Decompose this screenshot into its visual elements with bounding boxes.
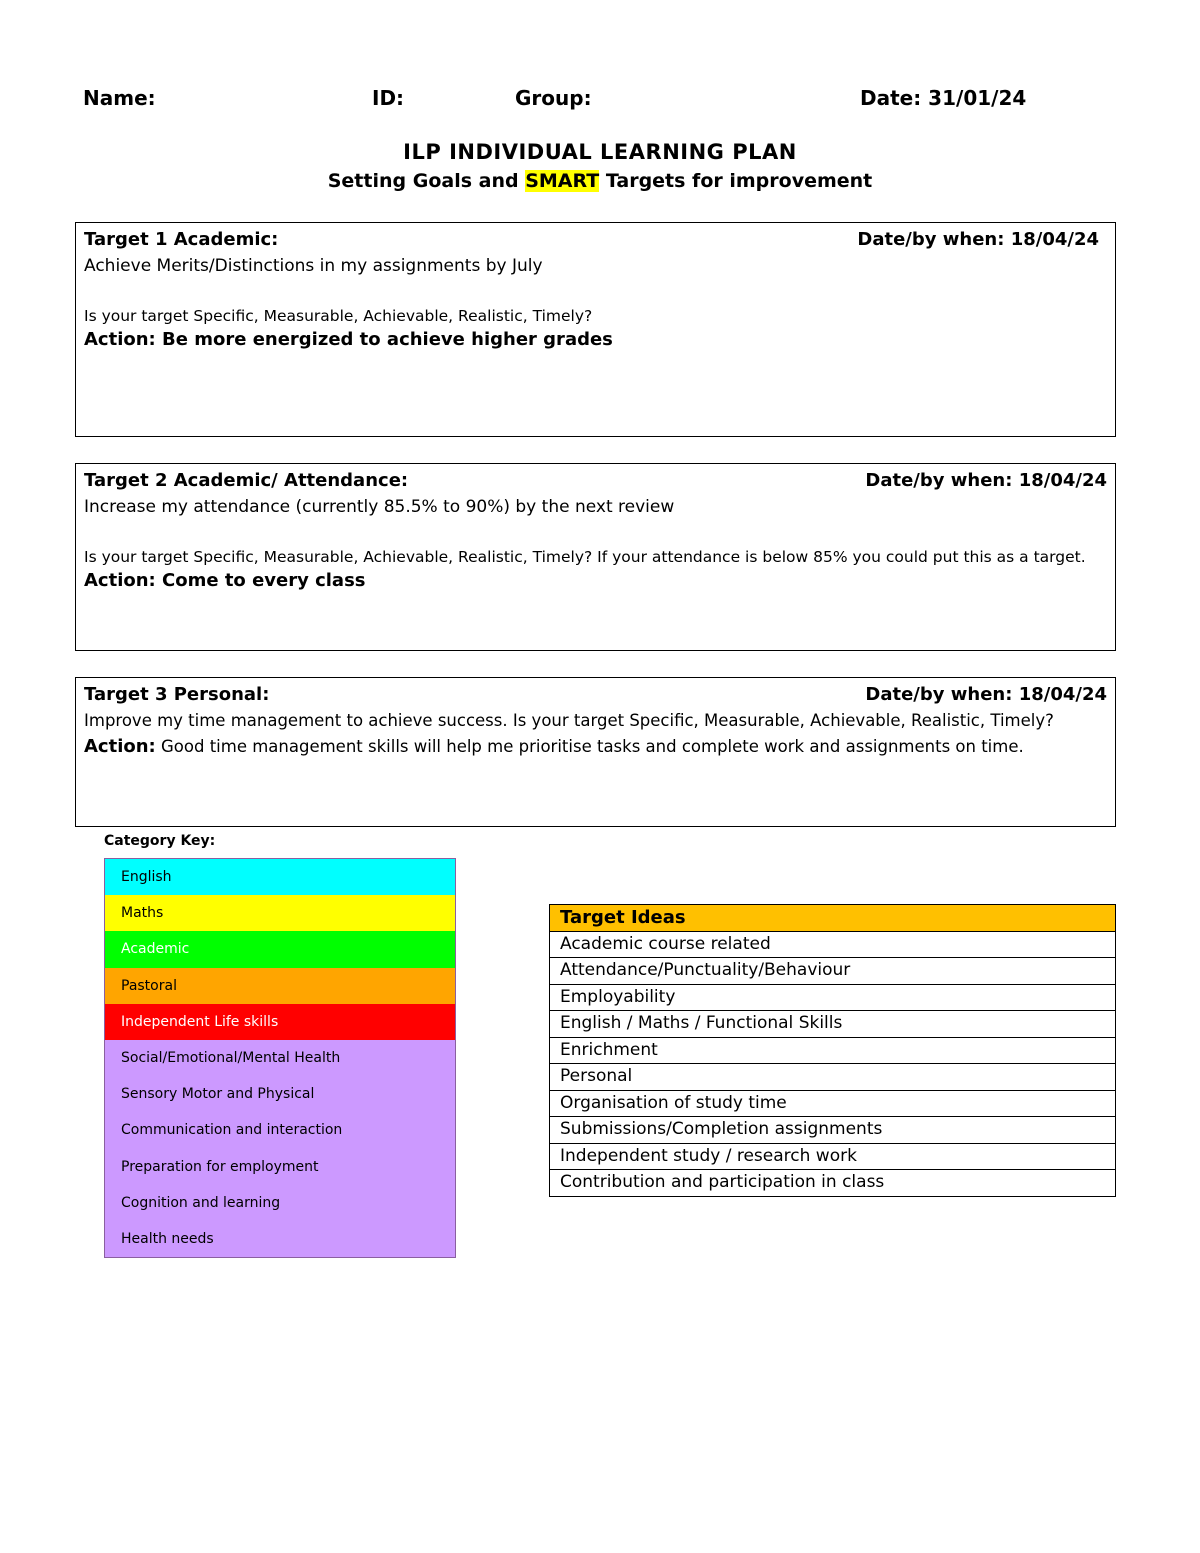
target-idea-cell: English / Maths / Functional Skills [550,1011,1116,1038]
target-1-date: Date/by when: 18/04/24 [857,229,1099,250]
target-2-heading: Target 2 Academic/ Attendance: [84,470,409,491]
table-row [550,1090,1116,1117]
subtitle-after: Targets for improvement [599,170,873,192]
table-row [550,1064,1116,1091]
table-row [550,1011,1116,1038]
target-idea-cell: Submissions/Completion assignments [550,1117,1116,1144]
target-2-question: Is your target Specific, Measurable, Achievable, Realistic, Timely? If your attendance is below 85% you could put this as a target. [84,548,1086,566]
table-row [550,1037,1116,1064]
table-row [550,1143,1116,1170]
target-idea-cell: Enrichment [550,1037,1116,1064]
page-subtitle [0,170,1200,192]
table-row [550,1170,1116,1197]
table-row [550,1117,1116,1144]
category-key-item: Pastoral [105,968,455,1004]
category-key [104,858,456,1258]
table-row [550,958,1116,985]
target-idea-cell: Contribution and participation in class [550,1170,1116,1197]
category-key-item: Preparation for employment [105,1149,455,1185]
category-key-item: Sensory Motor and Physical [105,1076,455,1112]
target-idea-cell: Independent study / research work [550,1143,1116,1170]
category-key-item: English [105,859,455,895]
page-title: ILP INDIVIDUAL LEARNING PLAN [403,140,797,164]
target-1-action: Action: Be more energized to achieve higher grades [84,329,613,350]
category-key-title: Category Key: [104,833,216,849]
target-2-box [75,463,1116,651]
target-idea-cell: Academic course related [550,931,1116,958]
target-idea-cell: Attendance/Punctuality/Behaviour [550,958,1116,985]
target-1-question: Is your target Specific, Measurable, Achievable, Realistic, Timely? [84,307,593,325]
category-key-item: Independent Life skills [105,1004,455,1040]
group-label: Group: [515,86,592,110]
target-idea-cell: Organisation of study time [550,1090,1116,1117]
target-3-box [75,677,1116,827]
target-3-action-text: Good time management skills will help me prioritise tasks and complete work and assignments on time. [155,737,1024,756]
date-label: Date: 31/01/24 [860,86,1027,110]
smart-highlight: SMART [525,170,600,192]
target-ideas-header-row [550,905,1116,932]
target-1-goal: Achieve Merits/Distinctions in my assignments by July [84,256,543,276]
category-key-item: Maths [105,895,455,931]
target-2-date: Date/by when: 18/04/24 [865,470,1107,491]
subtitle-before: Setting Goals and [327,170,526,192]
table-row [550,984,1116,1011]
target-3-date: Date/by when: 18/04/24 [865,684,1107,705]
target-3-action [84,734,1107,760]
category-key-item: Cognition and learning [105,1185,455,1221]
target-idea-cell: Employability [550,984,1116,1011]
category-key-item: Social/Emotional/Mental Health [105,1040,455,1076]
category-key-item: Communication and interaction [105,1112,455,1148]
target-3-goal: Improve my time management to achieve success. Is your target Specific, Measurable, Achievable, Realistic, Timely? [84,711,1054,730]
name-label: Name: [83,86,156,110]
target-2-action: Action: Come to every class [84,570,366,591]
target-3-action-label: Action: [84,736,156,757]
id-label: ID: [372,86,405,110]
target-1-heading: Target 1 Academic: [84,229,279,250]
category-key-item: Health needs [105,1221,455,1257]
category-key-item: Academic [105,931,455,967]
target-2-goal: Increase my attendance (currently 85.5% to 90%) by the next review [84,497,675,517]
target-ideas-heading: Target Ideas [550,905,1116,932]
target-1-box [75,222,1116,437]
target-ideas-table [549,904,1116,1197]
target-idea-cell: Personal [550,1064,1116,1091]
target-3-heading: Target 3 Personal: [84,684,270,705]
table-row [550,931,1116,958]
